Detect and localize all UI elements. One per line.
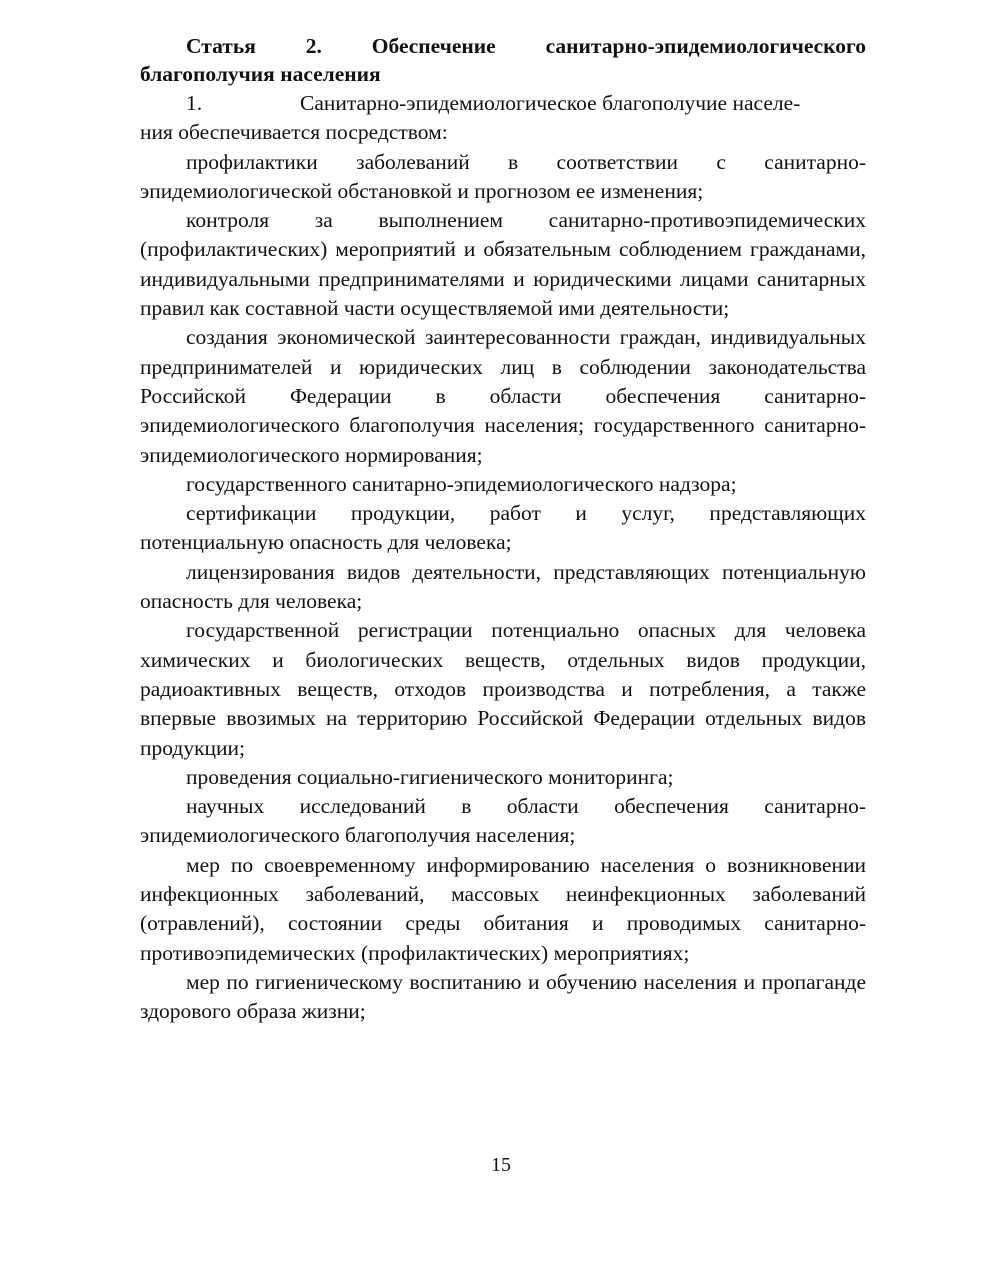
item-text-line2: ния обеспечивается посредством: <box>140 120 448 145</box>
paragraph-economic-interest: создания экономической заинтересованности граждан, индивидуальных предпринимателей и юридических лиц в соблюдении законодательства Российской Федерации в области обеспечения санитарно-эпидемиологического благополучия населения; государственного санитарно-эпидемиологического нормирования; <box>140 325 866 467</box>
document-page <box>140 32 866 1027</box>
paragraph-licensing: лицензирования видов деятельности, представляющих потенциальную опасность для человека; <box>140 559 866 614</box>
item-number: 1. <box>186 91 203 115</box>
list-item-1 <box>140 89 866 148</box>
item-text-line1: Санитарно-эпидемиологическое благополучие населе- <box>300 91 801 115</box>
paragraph-registration: государственной регистрации потенциально опасных для человека химических и биологических веществ, отдельных видов продукции, радиоактивных веществ, отходов производства и потребления, а также впервые ввозимых на территорию Российской Федерации отдельных видов продукции; <box>140 618 866 760</box>
paragraph-supervision: государственного санитарно-эпидемиологического надзора; <box>186 471 737 496</box>
paragraph-education: мер по гигиеническому воспитанию и обучению населения и пропаганде здорового образа жизни; <box>140 969 866 1024</box>
article-heading: Статья 2. Обеспечение санитарно-эпидемиологического благополучия населения <box>140 34 866 86</box>
paragraph-prophylaxis: профилактики заболеваний в соответствии с санитарно-эпидемиологической обстановкой и прогнозом ее изменения; <box>140 149 866 203</box>
paragraph-control: контроля за выполнением санитарно-противоэпидемических (профилактических) мероприятий и обязательным соблюдением гражданами, индивидуальными предпринимателями и юридическими лицами санитарных правил как составной части осуществляемой ими деятельности; <box>140 208 866 321</box>
paragraph-informing: мер по своевременному информированию населения о возникновении инфекционных заболеваний, массовых неинфекционных заболеваний (отравлений), состоянии среды обитания и проводимых санитарно-противоэпидемических (профилактических) мероприятиях; <box>140 852 866 965</box>
page-number: 15 <box>491 1154 511 1176</box>
paragraph-research: научных исследований в области обеспечения санитарно-эпидемиологического благополучия населения; <box>140 794 866 848</box>
paragraph-monitoring: проведения социально-гигиенического мониторинга; <box>186 764 674 789</box>
paragraph-certification: сертификации продукции, работ и услуг, представляющих потенциальную опасность для человека; <box>140 501 866 555</box>
